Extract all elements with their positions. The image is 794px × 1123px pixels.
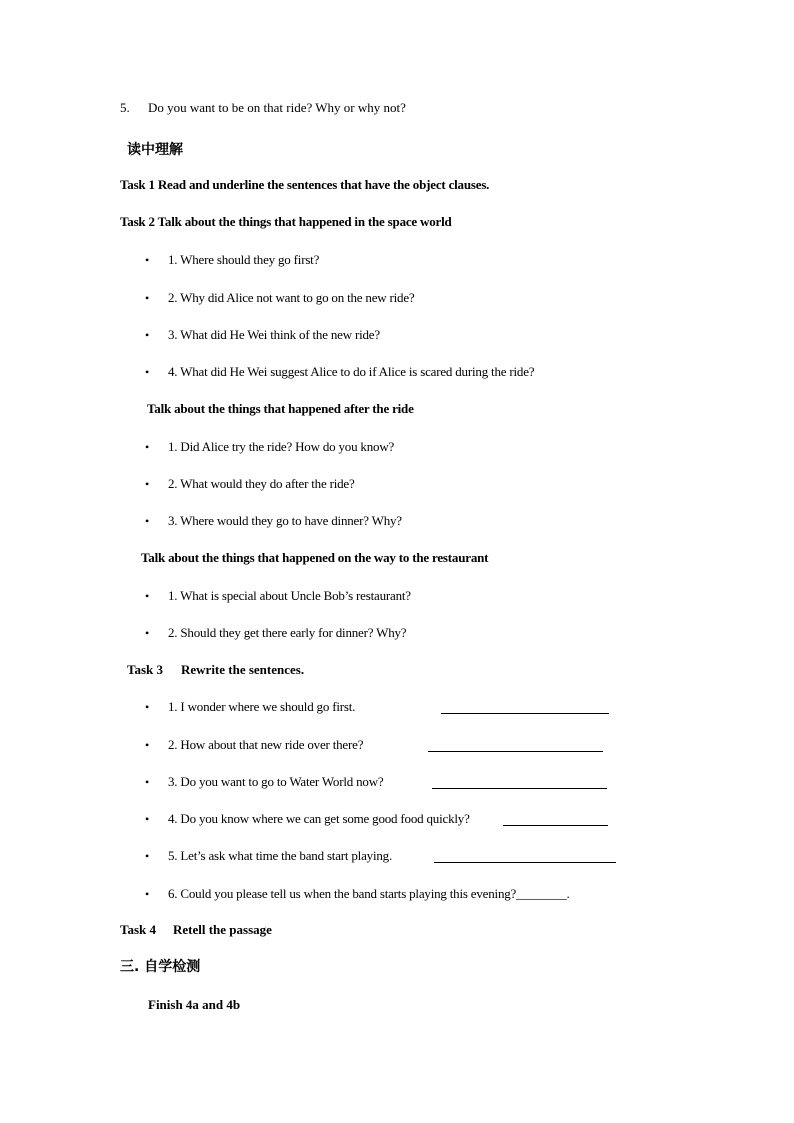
bullet-icon: • [145, 812, 150, 826]
list-item: 2. What would they do after the ride? [168, 476, 355, 491]
bullet-icon: • [145, 849, 150, 863]
bullet-icon: • [145, 775, 150, 789]
list-item: 2. Why did Alice not want to go on the new ride? [168, 290, 415, 305]
answer-blank[interactable] [434, 862, 616, 863]
subheading-after-ride: Talk about the things that happened after the ride [147, 401, 414, 416]
task3-label: Task 3 [127, 662, 164, 677]
bullet-icon: • [145, 291, 150, 305]
rewrite-item: 5. Let’s ask what time the band start playing. [168, 848, 393, 863]
list-item: 3. Where would they go to have dinner? Why? [168, 513, 402, 528]
rewrite-item: 6. Could you please tell us when the band starts playing this evening?________. [168, 886, 570, 901]
task3-title: Rewrite the sentences. [181, 662, 305, 677]
section-heading-self-test: 三. 自学检测 [120, 959, 201, 975]
answer-blank[interactable] [441, 713, 609, 714]
list-item: 1. Where should they go first? [168, 252, 320, 267]
bullet-icon: • [145, 700, 150, 714]
rewrite-item: 2. How about that new ride over there? [168, 737, 364, 752]
rewrite-item: 4. Do you know where we can get some good food quickly? [168, 811, 470, 826]
question-text: Do you want to be on that ride? Why or why not? [148, 100, 406, 115]
task1-heading: Task 1 Read and underline the sentences that have the object clauses. [120, 177, 490, 192]
list-item: 3. What did He Wei think of the new ride? [168, 327, 380, 342]
finish-instruction: Finish 4a and 4b [148, 997, 241, 1012]
section-heading-reading: 读中理解 [127, 142, 183, 158]
rewrite-item: 1. I wonder where we should go first. [168, 699, 356, 714]
list-item: 2. Should they get there early for dinner? Why? [168, 625, 407, 640]
list-item: 4. What did He Wei suggest Alice to do if Alice is scared during the ride? [168, 364, 535, 379]
list-item: 1. What is special about Uncle Bob’s restaurant? [168, 588, 411, 603]
bullet-icon: • [145, 440, 150, 454]
task4-title: Retell the passage [173, 922, 272, 937]
bullet-icon: • [145, 626, 150, 640]
bullet-icon: • [145, 887, 150, 901]
task4-label: Task 4 [120, 922, 157, 937]
bullet-icon: • [145, 514, 150, 528]
task2-heading: Task 2 Talk about the things that happened in the space world [120, 214, 452, 229]
answer-blank[interactable] [432, 788, 607, 789]
answer-blank[interactable] [503, 825, 608, 826]
bullet-icon: • [145, 253, 150, 267]
bullet-icon: • [145, 589, 150, 603]
bullet-icon: • [145, 365, 150, 379]
answer-blank[interactable] [428, 751, 603, 752]
subheading-way-restaurant: Talk about the things that happened on the way to the restaurant [141, 550, 489, 565]
rewrite-item: 3. Do you want to go to Water World now? [168, 774, 384, 789]
bullet-icon: • [145, 477, 150, 491]
bullet-icon: • [145, 738, 150, 752]
bullet-icon: • [145, 328, 150, 342]
question-number: 5. [120, 100, 130, 115]
list-item: 1. Did Alice try the ride? How do you know? [168, 439, 395, 454]
